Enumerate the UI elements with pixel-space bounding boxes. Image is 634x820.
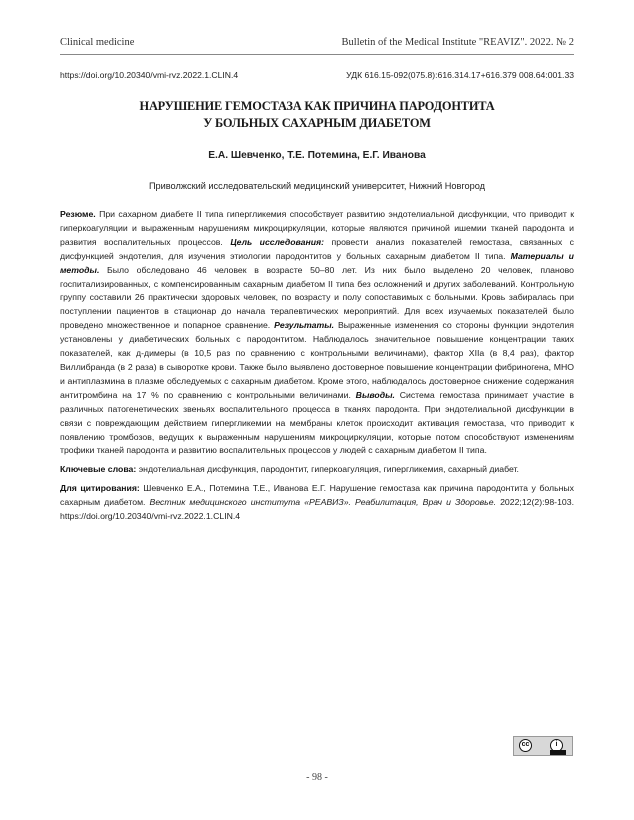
citation-text: Шевченко Е.А., Потемина Т.Е., Иванова Е.Г. Нарушение гемостаза как причина пародонтита у больных сахарным диабетом. [60,483,574,508]
results-label: Результаты. [274,320,335,331]
conclusions-text: Система гемостаза принимает участие в различных патогенетических звеньях воспалительного процесса в тканях пародонта. При эндотелиальной дисфункции в связи с повреждающим действием гипергликемии на мембраны клеток происходит активация гемостаза, что приводит к появлению тромбозов, ведущих к выраженным нарушениям микроциркуляции, которые потом способствуют изменениям трофики тканей пародонта и развитию воспалительных процессов у людей с сахарным диабетом II типа. [60,389,574,456]
abstract-paragraph [60,208,574,458]
results-text: Выраженные изменения со стороны функции эндотелия установлены у диабетических больных с пародонтитом. Наблюдалось значительное повышение концентрации таких показателей, как д-димеры (в 10,5 раз по сравнению с контрольными величинами), фактор XIIа (в 8,4 раз), фактор Виллибранда (в 2 раза) в сыворотке крови. Также было выявлено достоверное повышение концентрации фибриногена, МНО и антиплазмина в плазме обследуемых с сахарным диабетом. Кроме этого, наблюдалось достоверное снижение содержания антитромбина на 17 % по сравнению с контрольными величинами. [60,320,574,400]
header-divider [60,54,574,55]
article-title [60,98,574,132]
running-header [60,37,574,51]
abstract-text: При сахарном диабете II типа гипергликемия способствует развитию эндотелиальной дисфункции, что приводит к гиперкоагуляции и выраженным нарушениям микроциркуляции, которые являются причиной ишемии тканей пародонта и развития воспалительных процессов. [60,209,574,247]
section-name: Clinical medicine [60,37,135,48]
cc-icon: cc [519,739,532,752]
citation-paragraph [60,482,574,524]
by-bar-icon [550,750,566,755]
keywords-text: эндотелиальная дисфункция, пародонтит, гиперкоагуляция, гипергликемия, сахарный диабет. [136,464,519,475]
authors: Е.А. Шевченко, Т.Е. Потемина, Е.Г. Иванова [208,150,426,161]
aim-text: провести анализ показателей гемостаза, связанных с дисфункцией эндотелия, для изучения этиологии пародонтитов у больных сахарным диабетом II типа. [60,236,575,261]
journal-issue: Bulletin of the Medical Institute "REAVIZ". 2022. № 2 [341,37,574,48]
methods-text: Было обследовано 46 человек в возрасте 50–80 лет. Из них было выделено 20 человек, планово госпитализированных, с компенсированным сахарным диабетом II типа без осложнений и других заболеваний. Контрольную группу составили 26 практически здоровых человек, по возрасту и полу сопоставимых с больными. Кровь забиралась при поступлении пациентов в стационар до начала терапевтических мероприятий. Для всех изучаемых показателей было проведено множественное и попарное сравнение. [60,264,574,331]
methods-label: Материалы и методы. [60,250,574,275]
doi-link[interactable]: https://doi.org/10.20340/vmi-rvz.2022.1.CLIN.4 [60,70,239,80]
keywords-paragraph [60,463,574,477]
title-line-1: НАРУШЕНИЕ ГЕМОСТАЗА КАК ПРИЧИНА ПАРОДОНТИТА [139,99,495,113]
citation-journal: Вестник медицинского института «РЕАВИЗ». Реабилитация, Врач и Здоровье. [149,497,496,508]
citation-label: Для цитирования: [60,483,140,494]
citation-details: 2022;12(2):98-103. https://doi.org/10.20340/vmi-rvz.2022.1.CLIN.4 [60,497,574,522]
affiliation: Приволжский исследовательский медицинский университет, Нижний Новгород [148,181,486,191]
abstract-block [60,208,574,529]
page-number: - 98 - [306,772,328,783]
conclusions-label: Выводы. [355,389,395,400]
title-line-2: У БОЛЬНЫХ САХАРНЫМ ДИАБЕТОМ [203,116,431,130]
keywords-label: Ключевые слова: [60,464,137,475]
aim-label: Цель исследования: [230,236,325,247]
udk-code: УДК 616.15-092(075.8):616.314.17+616.379 008.64:001.33 [346,70,574,80]
attribution-icon: i [550,739,563,752]
abstract-label: Резюме. [60,209,96,219]
cc-by-license-icon[interactable] [513,736,573,756]
